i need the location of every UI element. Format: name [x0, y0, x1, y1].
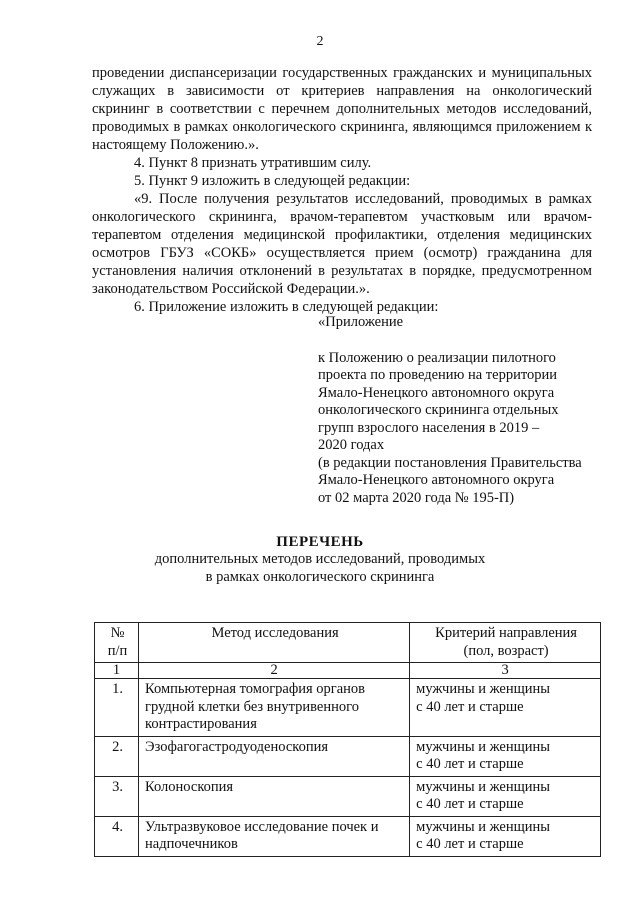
row-criteria-line2: с 40 лет и старше: [416, 698, 524, 715]
paragraph-continuation: проведении диспансеризации государственных гражданских и муниципальных служащих в зависимости от критериев направления на онкологический скрининг в соответствии с перечнем дополнительных методов исследований, проводимых в рамках онкологического скрининга, являющимся приложением к настоящему Положению.».: [92, 65, 592, 153]
row-num: 4.: [95, 816, 139, 856]
row-method: Эзофагогастродуоденоскопия: [139, 736, 410, 776]
index-cell: 2: [139, 663, 410, 679]
appendix-line: онкологического скрининга отдельных: [318, 402, 559, 418]
appendix-line: (в редакции постановления Правительства: [318, 454, 582, 471]
row-criteria: [410, 776, 601, 816]
header-num-line2: п/п: [107, 642, 128, 659]
header-criteria: [410, 623, 601, 663]
header-criteria-line2: (пол, возраст): [463, 642, 549, 659]
row-num: 2.: [95, 736, 139, 776]
row-criteria-line1: мужчины и женщины: [416, 738, 551, 755]
appendix-line: к Положению о реализации пилотного: [318, 349, 556, 366]
row-criteria-line1: мужчины и женщины: [416, 681, 551, 697]
appendix-line: групп взрослого населения в 2019 –: [318, 419, 540, 436]
table-row: [95, 776, 601, 816]
table-index-row: [95, 663, 601, 679]
appendix-line: от 02 марта 2020 года № 195-П): [318, 489, 515, 506]
index-cell: 1: [95, 663, 139, 679]
appendix-line: 2020 годах: [318, 437, 385, 453]
page-number: 2: [316, 34, 324, 49]
row-method: Ультразвуковое исследование почек и надпочечников: [139, 816, 410, 856]
list-subtitle-line: в рамках онкологического скрининга: [205, 568, 435, 585]
appendix-heading: «Приложение: [318, 314, 404, 330]
row-num: 3.: [95, 776, 139, 816]
appendix-line: Ямало-Ненецкого автономного округа: [318, 384, 555, 401]
methods-table: [94, 622, 601, 857]
row-criteria-line1: мужчины и женщины: [416, 778, 551, 795]
table-header-row: [95, 623, 601, 663]
header-criteria-line1: Критерий направления: [435, 625, 577, 641]
paragraph-item-6: 6. Приложение изложить в следующей редакции:: [134, 299, 439, 315]
table-row: [95, 736, 601, 776]
header-num-line1: №: [110, 625, 125, 641]
list-title-block: [0, 534, 640, 586]
body-text: [92, 64, 592, 316]
table-row: [95, 816, 601, 856]
paragraph-item-5: 5. Пункт 9 изложить в следующей редакции:: [134, 173, 411, 189]
paragraph-item-4: 4. Пункт 8 признать утратившим силу.: [134, 155, 372, 171]
row-criteria: [410, 679, 601, 737]
index-cell: 3: [410, 663, 601, 679]
appendix-line: проекта по проведению на территории: [318, 367, 558, 383]
row-method: Колоноскопия: [139, 776, 410, 816]
list-subtitle-line: дополнительных методов исследований, проводимых: [154, 551, 486, 567]
row-criteria-line2: с 40 лет и старше: [416, 756, 524, 772]
row-criteria: [410, 816, 601, 856]
table-row: [95, 679, 601, 737]
paragraph-item-9-quote: «9. После получения результатов исследований, проводимых в рамках онкологического скрининга, врачом-терапевтом участковым или врачом-терапевтом отделения медицинской профилактики, отделения медицинских осмотров ГБУЗ «СОКБ» осуществляется прием (осмотр) гражданина для установления наличия отклонений в результатах в порядке, предусмотренном законодательством Российской Федерации.».: [92, 191, 592, 297]
row-criteria-line2: с 40 лет и старше: [416, 836, 524, 852]
header-method: Метод исследования: [139, 623, 410, 663]
row-criteria-line2: с 40 лет и старше: [416, 796, 524, 812]
list-title: ПЕРЕЧЕНЬ: [276, 534, 364, 550]
row-method: Компьютерная томография органов грудной клетки без внутривенного контрастирования: [139, 679, 410, 737]
row-criteria: [410, 736, 601, 776]
appendix-line: Ямало-Ненецкого автономного округа: [318, 472, 555, 488]
row-criteria-line1: мужчины и женщины: [416, 818, 551, 835]
header-num: [95, 623, 139, 663]
appendix-block: [318, 314, 598, 507]
row-num: 1.: [95, 679, 139, 737]
